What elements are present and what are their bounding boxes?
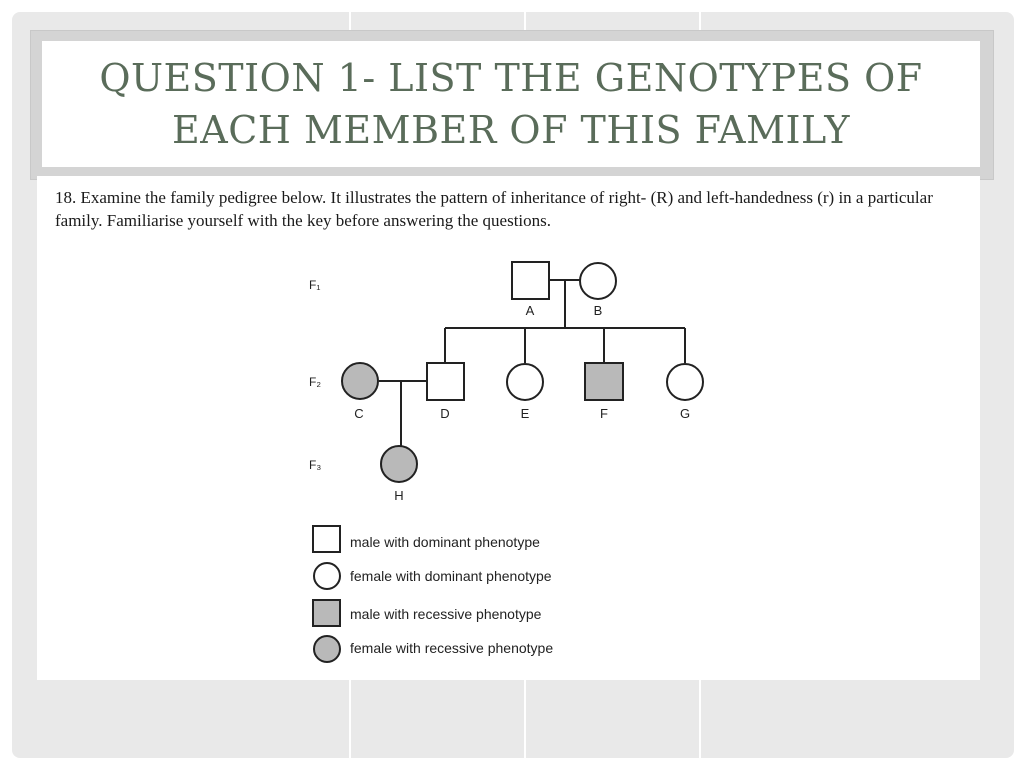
member-d-label: D xyxy=(440,406,450,421)
member-b-symbol xyxy=(580,263,616,299)
legend-male-dominant-icon xyxy=(313,526,340,552)
member-c-symbol xyxy=(342,363,378,399)
member-f-label: F xyxy=(600,406,608,421)
question-text: 18. Examine the family pedigree below. It illustrates the pattern of inheritance of right- (R) and left-handedness (r) in a particular family. Familiarise yourself with the key before answering the questions. xyxy=(55,188,933,230)
generation-label-f1: F₁ xyxy=(309,278,321,292)
member-f-symbol xyxy=(585,363,623,400)
legend xyxy=(313,526,340,662)
slide-title: QUESTION 1- LIST THE GENOTYPES OF EACH MEMBER OF THIS FAMILY xyxy=(99,56,923,152)
pedigree-chart xyxy=(37,176,980,680)
legend-label-female-recessive: female with recessive phenotype xyxy=(350,640,554,656)
member-g-label: G xyxy=(679,406,691,421)
title-container xyxy=(42,41,980,167)
member-h-label: H xyxy=(394,488,404,503)
member-e-symbol xyxy=(507,364,543,400)
generation-label-f2: F₂ xyxy=(309,375,321,389)
legend-label-male-dominant: male with dominant phenotype xyxy=(350,534,540,550)
member-a-symbol xyxy=(512,262,549,299)
legend-label-female-dominant: female with dominant phenotype xyxy=(350,568,552,584)
member-a-label: A xyxy=(525,303,535,318)
generation-label-f3: F₃ xyxy=(309,458,322,472)
legend-male-recessive-icon xyxy=(313,600,340,626)
member-c-label: C xyxy=(354,406,364,421)
legend-label-male-recessive: male with recessive phenotype xyxy=(350,606,542,622)
member-g-symbol xyxy=(667,364,703,400)
legend-female-recessive-icon xyxy=(314,636,340,662)
member-e-label: E xyxy=(520,406,530,421)
member-b-label: B xyxy=(593,303,603,318)
legend-female-dominant-icon xyxy=(314,563,340,589)
member-h-symbol xyxy=(381,446,417,482)
member-d-symbol xyxy=(427,363,464,400)
pedigree-figure xyxy=(37,176,980,680)
